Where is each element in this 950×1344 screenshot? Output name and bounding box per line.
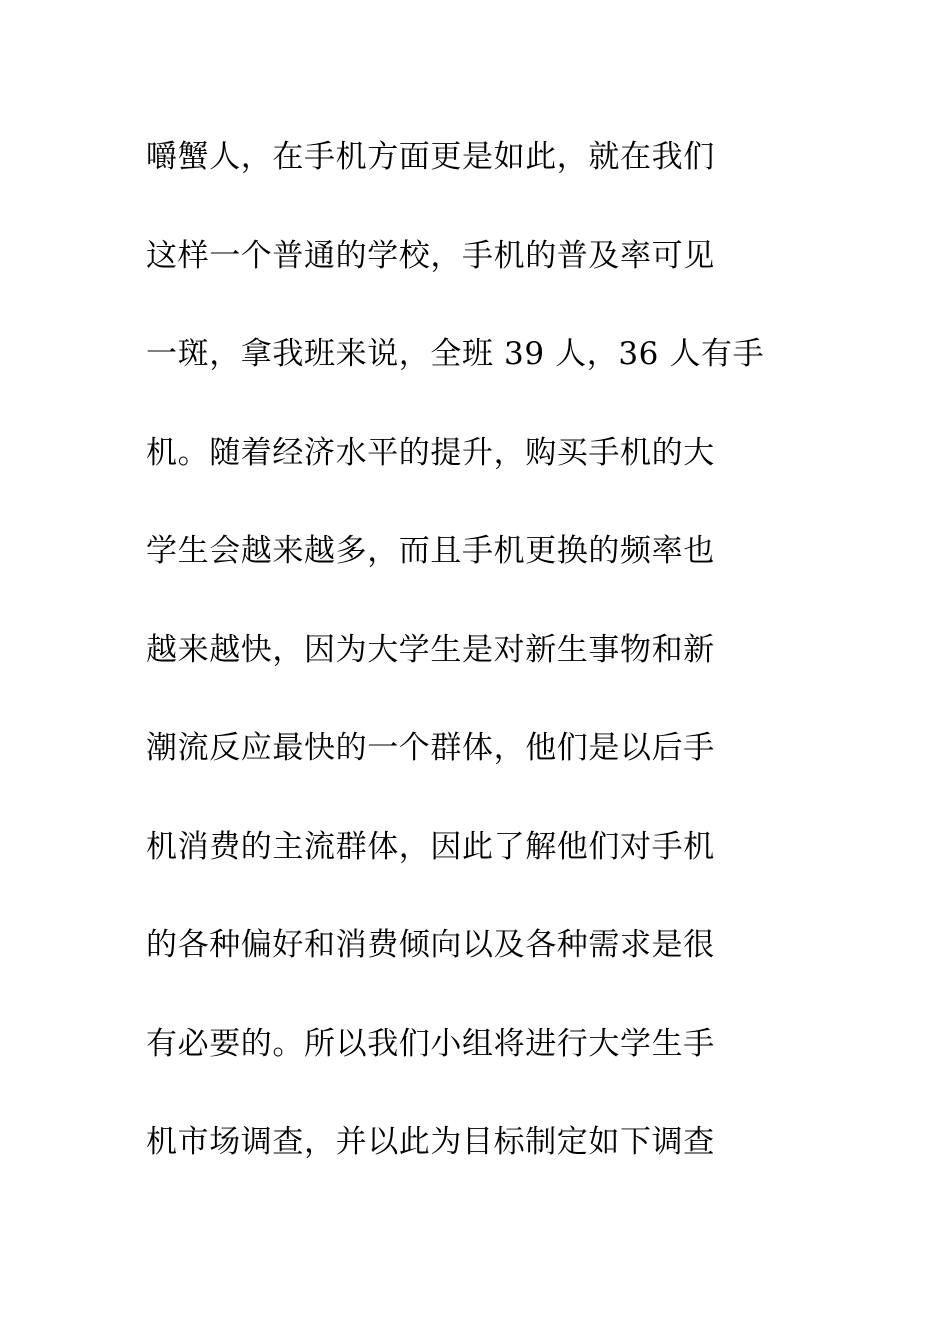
text-line: 这样一个普通的学校，手机的普及率可见: [146, 237, 715, 274]
text-line: 机市场调查，并以此为目标制定如下调查: [146, 1124, 715, 1160]
text-line: 潮流反应最快的一个群体，他们是以后手: [146, 730, 715, 766]
text-line: 越来越快，因为大学生是对新生事物和新: [146, 631, 715, 668]
text-line: 有必要的。所以我们小组将进行大学生手: [146, 1025, 715, 1062]
text-line: 一斑，拿我班来说，全班 39 人，36 人有手: [146, 336, 765, 372]
text-line: 机。随着经济水平的提升，购买手机的大: [146, 434, 715, 471]
text-line: 机消费的主流群体，因此了解他们对手机: [146, 828, 715, 865]
body-paragraph: [146, 126, 826, 1210]
text-line: 嚼蟹人，在手机方面更是如此，就在我们: [146, 139, 715, 175]
text-line: 的各种偏好和消费倾向以及各种需求是很: [146, 927, 715, 963]
text-line: 学生会越来越多，而且手机更换的频率也: [146, 533, 715, 569]
